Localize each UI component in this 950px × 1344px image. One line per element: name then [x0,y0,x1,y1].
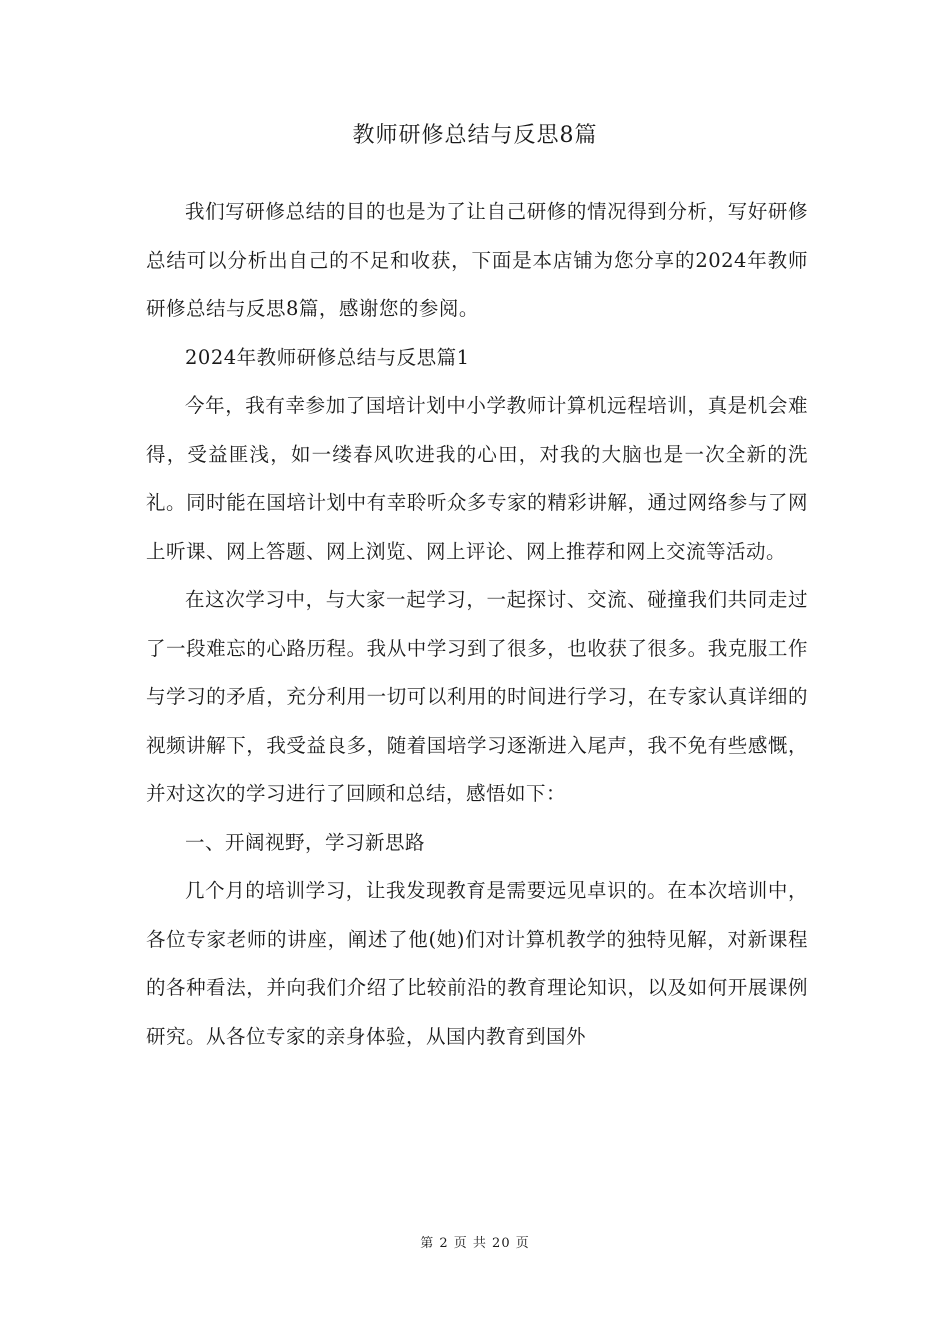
paragraph-intro: 我们写研修总结的目的也是为了让自己研修的情况得到分析，写好研修总结可以分析出自己的不足和收获，下面是本店铺为您分享的2024年教师研修总结与反思8篇，感谢您的参阅。 [146,200,808,320]
document-title: 教师研修总结与反思8篇 [352,123,598,148]
subsection-heading: 一、开阔视野，学习新思路 [185,830,426,854]
page-footer: 第 2 页 共 20 页 [420,1236,530,1251]
paragraph: 在这次学习中，与大家一起学习，一起探讨、交流、碰撞我们共同走过了一段难忘的心路历程。我从中学习到了很多，也收获了很多。我克服工作与学习的矛盾，充分利用一切可以利用的时间进行学习，在专家认真详细的视频讲解下，我受益良多，随着国培学习逐渐进入尾声，我不免有些感慨，并对这次的学习进行了回顾和总结，感悟如下： [146,588,808,805]
document-body [146,188,808,1061]
paragraph: 几个月的培训学习，让我发现教育是需要远见卓识的。在本次培训中，各位专家老师的讲座，阐述了他(她)们对计算机教学的独特见解，对新课程的各种看法，并向我们介绍了比较前沿的教育理论知识，以及如何开展课例研究。从各位专家的亲身体验，从国内教育到国外 [146,879,808,1048]
section-heading: 2024年教师研修总结与反思篇1 [185,345,470,369]
paragraph: 今年，我有幸参加了国培计划中小学教师计算机远程培训，真是机会难得，受益匪浅，如一缕春风吹进我的心田，对我的大脑也是一次全新的洗礼。同时能在国培计划中有幸聆听众多专家的精彩讲解，通过网络参与了网上听课、网上答题、网上浏览、网上评论、网上推荐和网上交流等活动。 [146,394,808,563]
